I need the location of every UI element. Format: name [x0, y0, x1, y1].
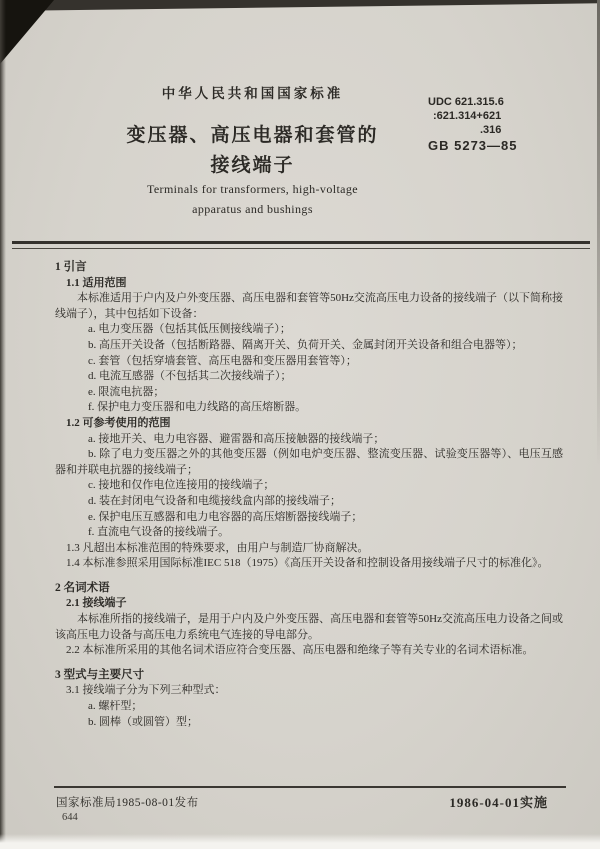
doc-line-22-h1: 3 型式与主要尺寸: [55, 668, 145, 681]
doc-line-9-h2: 1.2 可参考使用的范围: [66, 416, 171, 429]
national-standard-label: 中华人民共和国国家标准: [161, 86, 344, 101]
document-title-cn-line1: 变压器、高压电器和套管的: [126, 125, 379, 146]
document-title-cn-line2: 接线端子: [210, 155, 295, 176]
doc-line-21-num: 2.2 本标准所采用的其他名词术语应符合变压器、高压电器和绝缘子等有关专业的名词术语标准。: [66, 644, 534, 657]
footer-issued-date: 国家标准局1985-08-01发布: [56, 797, 199, 809]
doc-line-3-li: a. 电力变压器（包括其低压侧接线端子）；: [88, 323, 291, 336]
document-title-en-line2: apparatus and bushings: [192, 202, 313, 216]
doc-line-24-li: a. 螺杆型；: [88, 700, 143, 713]
doc-line-17-num: 1.4 本标准参照采用国际标准IEC 518（1975）《高压开关设备和控制设备用接线端子尺寸的标准化》。: [66, 557, 549, 570]
doc-line-1-h2: 1.1 适用范围: [66, 276, 127, 289]
doc-line-11-li: b. 除了电力变压器之外的其他变压器（例如电炉变压器、整流变压器、试验变压器等）、电压互感器和并联电抗器的接线端子；: [55, 448, 563, 476]
doc-line-15-li: f. 直流电气设备的接线端子。: [88, 526, 230, 539]
doc-line-10-li: a. 接地开关、电力电容器、避雷器和高压接触器的接线端子；: [88, 432, 385, 445]
doc-line-7-li: e. 限流电抗器；: [88, 385, 165, 398]
doc-line-8-li: f. 保护电力变压器和电力线路的高压熔断器。: [88, 401, 307, 414]
udc-line-1: UDC 621.315.6: [428, 96, 504, 108]
doc-line-13-li: d. 装在封闭电气设备和电缆接线盒内部的接线端子；: [88, 494, 341, 507]
doc-line-25-li: b. 圆棒（或圆管）型；: [88, 715, 198, 728]
doc-line-6-li: d. 电流互感器（不包括其二次接线端子）；: [88, 370, 292, 383]
header-rule-thin: [12, 248, 590, 249]
doc-line-2-p: 本标准适用于户内及户外变压器、高压电器和套管等50Hz交流高压电力设备的接线端子（以下简称接线端子），其中包括如下设备：: [55, 292, 563, 320]
doc-line-16-num: 1.3 凡超出本标准范围的特殊要求，由用户与制造厂协商解决。: [66, 541, 369, 554]
doc-line-20-p: 本标准所指的接线端子，是用于户内及户外变压器、高压电器和套管等50Hz交流高压电力设备之间或该高压电力设备与高压电力系统电气连接的导电部分。: [55, 613, 563, 641]
document-title-en-line1: Terminals for transformers, high-voltage: [146, 182, 359, 196]
standard-code: GB 5273—85: [428, 138, 518, 153]
footer-rule: [54, 786, 566, 788]
scan-left-edge: [0, 0, 6, 849]
doc-line-18-h1: 2 名词术语: [55, 581, 110, 594]
document-body: [55, 260, 563, 730]
doc-line-0-h1: 1 引言: [55, 261, 87, 273]
doc-line-12-li: c. 接地和仅作电位连接用的接线端子；: [88, 479, 275, 492]
scan-top-edge: [0, 0, 600, 11]
doc-line-14-li: e. 保护电压互感器和电力电容器的高压熔断器接线端子；: [88, 510, 363, 523]
header-rule-thick: [12, 241, 590, 244]
footer-implementation-date: 1986-04-01实施: [449, 795, 548, 810]
doc-line-23-num: 3.1 接线端子分为下列三种型式：: [66, 684, 226, 697]
scan-bottom-edge: [0, 834, 600, 849]
doc-line-5-li: c. 套管（包括穿墙套管、高压电器和变压器用套管等）；: [88, 354, 357, 367]
udc-line-2: :621.314+621: [433, 110, 502, 122]
udc-line-3: .316: [480, 124, 502, 136]
doc-line-19-h2: 2.1 接线端子: [66, 597, 127, 610]
page-number: 644: [62, 812, 78, 823]
doc-line-4-li: b. 高压开关设备（包括断路器、隔离开关、负荷开关、金属封闭开关设备和组合电器等）；: [88, 338, 523, 351]
